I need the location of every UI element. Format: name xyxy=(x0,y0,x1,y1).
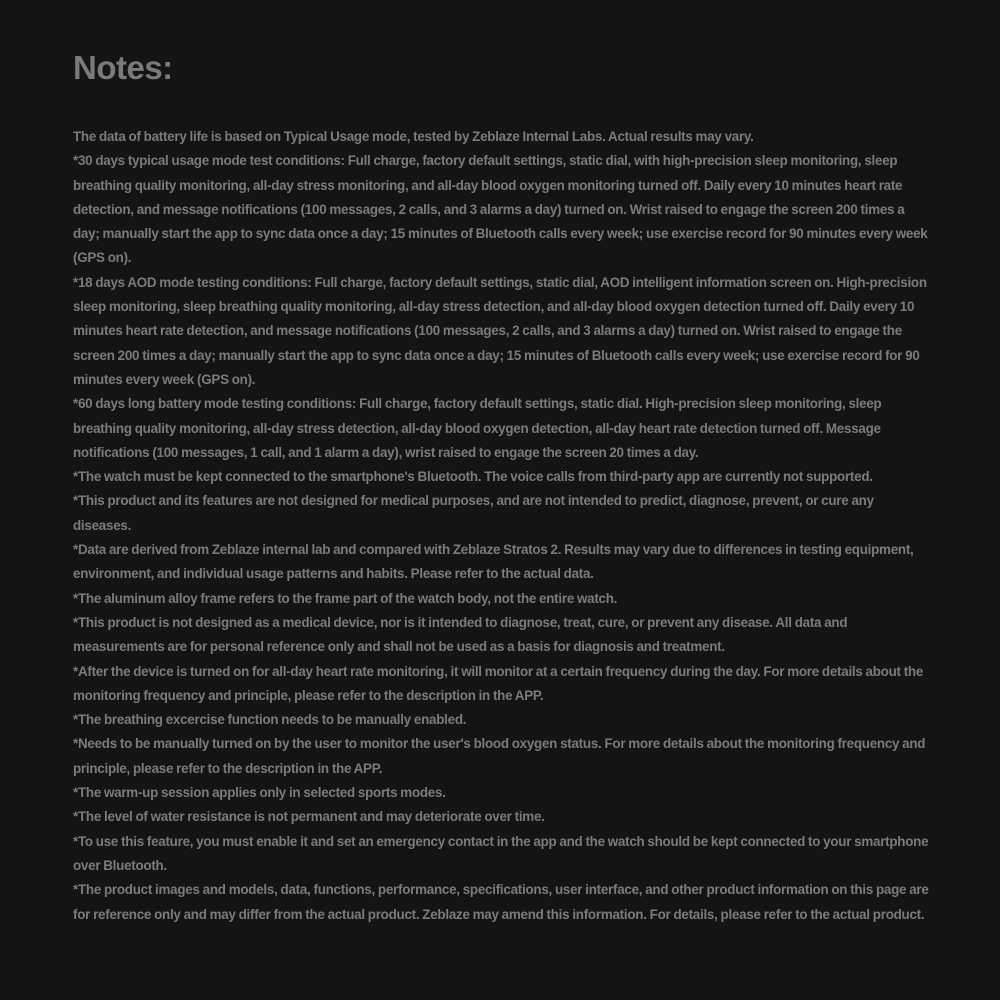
note-not-medical-device: *This product is not designed as a medical device, nor is it intended to diagnose, treat, cure, or prevent any disease. All data and measurements are for personal reference only and shall not be used as a basis for diagnosis and treatment. xyxy=(73,614,848,655)
note-water-resistance: *The level of water resistance is not permanent and may deteriorate over time. xyxy=(73,809,545,825)
note-blood-oxygen: *Needs to be manually turned on by the user to monitor the user's blood oxygen status. For more details about the monitoring frequency and principle, please refer to the description in the APP. xyxy=(73,736,926,776)
notes-section xyxy=(73,48,933,927)
note-warm-up: *The warm-up session applies only in selected sports modes. xyxy=(73,785,446,801)
note-data-source: *Data are derived from Zeblaze internal lab and compared with Zeblaze Stratos 2. Results may vary due to differences in testing equipment, environment, and individual usage patterns and habits. Please refer to the actual data. xyxy=(73,542,914,582)
note-breathing-exercise: *The breathing excercise function needs to be manually enabled. xyxy=(73,712,467,728)
note-emergency-contact: *To use this feature, you must enable it and set an emergency contact in the app and the watch should be kept connected to your smartphone over Bluetooth. xyxy=(73,833,929,873)
note-not-medical-purpose: *This product and its features are not designed for medical purposes, and are not intended to predict, diagnose, prevent, or cure any diseases. xyxy=(73,493,874,533)
notes-body xyxy=(73,125,933,927)
notes-title: Notes: xyxy=(73,49,173,86)
note-bluetooth-calls: *The watch must be kept connected to the smartphone's Bluetooth. The voice calls from third-party app are currently not supported. xyxy=(73,469,873,485)
note-long-battery-conditions: *60 days long battery mode testing conditions: Full charge, factory default settings, static dial. High-precision sleep monitoring, sleep breathing quality monitoring, all-day stress detection, all-day blood oxygen detection, all-day heart rate detection turned off. Message notifications (100 messages, 1 call, and 1 alarm a day), wrist raised to engage the screen 20 times a day. xyxy=(73,396,882,460)
note-typical-usage-conditions: *30 days typical usage mode test conditions: Full charge, factory default settings, static dial, with high-precision sleep monitoring, sleep breathing quality monitoring, all-day stress monitoring, and all-day blood oxygen monitoring turned off. Daily every 10 minutes heart rate detection, and message notifications (100 messages, 2 calls, and 3 alarms a day) turned on. Wrist raised to engage the screen 200 times a day; manually start the app to sync data once a day; 15 minutes of Bluetooth calls every week; use exercise record for 90 minutes every week (GPS on). xyxy=(73,153,928,266)
note-heart-rate-monitoring: *After the device is turned on for all-day heart rate monitoring, it will monitor at a certain frequency during the day. For more details about the monitoring frequency and principle, please refer to the description in the APP. xyxy=(73,663,924,703)
note-product-images: *The product images and models, data, functions, performance, specifications, user interface, and other product information on this page are for reference only and may differ from the actual product. Zeblaze may amend this information. For details, please refer to the actual product. xyxy=(73,882,929,922)
note-aod-mode-conditions: *18 days AOD mode testing conditions: Full charge, factory default settings, static dial, AOD intelligent information screen on. High-precision sleep monitoring, sleep breathing quality monitoring, all-day stress detection, and all-day blood oxygen detection turned off. Daily every 10 minutes heart rate detection, and message notifications (100 messages, 2 calls, and 3 alarms a day) turned on. Wrist raised to engage the screen 200 times a day; manually start the app to sync data once a day; 15 minutes of Bluetooth calls every week; use exercise record for 90 minutes every week (GPS on). xyxy=(73,274,927,387)
note-battery-basis: The data of battery life is based on Typical Usage mode, tested by Zeblaze Internal Labs. Actual results may vary. xyxy=(73,129,754,144)
note-aluminum-frame: *The aluminum alloy frame refers to the frame part of the watch body, not the entire watch. xyxy=(73,590,618,606)
